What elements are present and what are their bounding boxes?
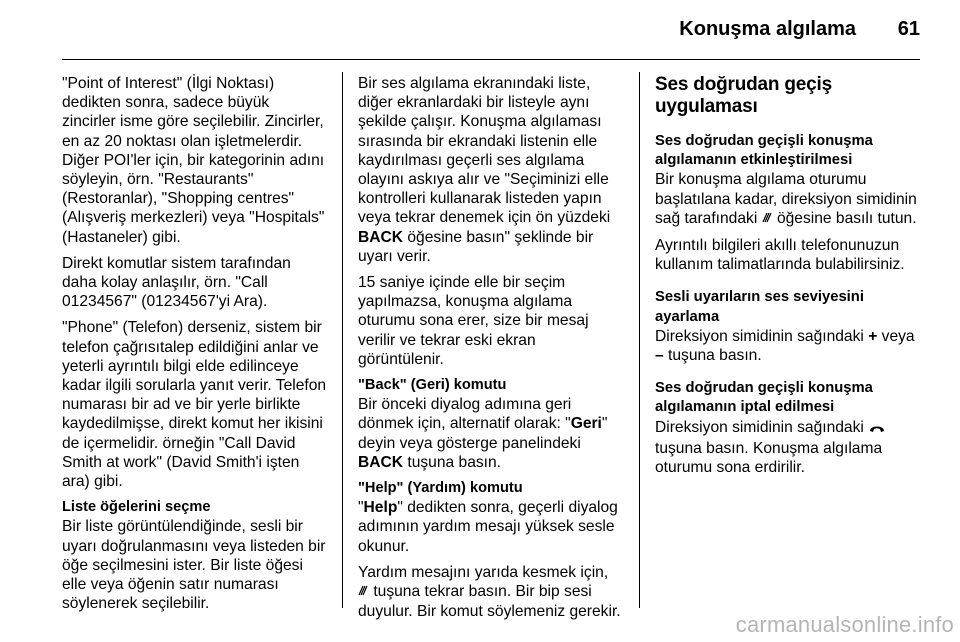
page-number: 61	[897, 18, 920, 40]
header-rule	[62, 59, 920, 60]
back-keyword: BACK	[358, 228, 404, 246]
back-keyword: BACK	[358, 453, 404, 471]
geri-keyword: Geri	[570, 415, 602, 433]
column-2	[358, 74, 623, 628]
voice-command-icon	[762, 212, 773, 227]
section-heading-back: "Back" (Geri) komutu	[358, 377, 507, 394]
page-title: Konuşma algılama	[679, 18, 856, 40]
minus-icon: –	[655, 347, 664, 365]
page-header	[62, 18, 920, 46]
watermark: carmanualsonline.info	[735, 612, 954, 637]
section-heading-volume: Sesli uyarıların ses seviyesini ayarlama	[655, 289, 864, 325]
paragraph: "Phone" (Telefon) derseniz, sistem bir telefon çağrısıtalep edildiğini anlar ve yeterli ayrıntılı bilgi elde edilinceye kadar ilgili sorularla yanıt verir. Telefon numarası bir ad ve bir yerle birlikte kaydedilmişse, direkt komut her ikisini de içermelidir. örneğin "Call David Smith at work" (David Smith'i işten ara) gibi.	[62, 319, 327, 491]
plus-icon: +	[868, 327, 878, 345]
hang-up-icon	[868, 420, 886, 439]
paragraph: Bir konuşma algılama oturumu başlatılana kadar, direksiyon simidinin sağ tarafındaki öğesine basılı tutun.	[655, 171, 917, 227]
paragraph: Direksiyon simidinin sağındaki + veya – tuşuna basın.	[655, 327, 915, 365]
paragraph: 15 saniye içinde elle bir seçim yapılmazsa, konuşma algılama oturumu sona erer, size bir mesaj verilir ve tekrar eski ekran görüntülenir.	[358, 274, 589, 368]
column-divider-2	[639, 72, 640, 608]
paragraph: Direkt komutlar sistem tarafından daha kolay anlaşılır, örn. "Call 01234567" (01234567'yi Ara).	[62, 254, 291, 311]
section-heading-cancel: Ses doğrudan geçişli konuşma algılamanın iptal edilmesi	[655, 380, 873, 416]
main-heading: Ses doğrudan geçiş uygulaması	[655, 74, 832, 117]
section-heading-help: "Help" (Yardım) komutu	[358, 480, 523, 497]
paragraph: Direksiyon simidinin sağındaki tuşuna basın. Konuşma algılama oturumu sona erdirilir.	[655, 418, 920, 478]
section-heading-list: Liste öğelerini seçme	[62, 499, 211, 516]
column-3	[655, 74, 920, 484]
section-heading-activate: Ses doğrudan geçişli konuşma algılamanın etkinleştirilmesi	[655, 133, 873, 169]
column-1	[62, 74, 327, 620]
paragraph: Yardım mesajını yarıda kesmek için, tuşuna tekrar basın. Bir bip sesi duyulur. Bir komut söylemeniz gerekir.	[358, 563, 621, 621]
paragraph: Bir önceki diyalog adımına geri dönmek için, alternatif olarak: "Geri" deyin veya gösterge panelindeki BACK tuşuna basın.	[358, 396, 608, 471]
column-divider-1	[342, 72, 343, 608]
paragraph: "Point of Interest" (İlgi Noktası) dedikten sonra, sadece büyük zincirler isme göre seçilebilir. Zincirler, en az 20 noktası olan işletmelerdir. Diğer POI'ler için, bir kategorinin adını söyleyin, örn. "Restaurants" (Restoranlar), "Shopping centres" (Alışveriş merkezleri) veya "Hospitals" (Hastaneler) gibi.	[62, 75, 325, 246]
help-keyword: Help	[363, 499, 398, 517]
voice-command-icon	[358, 585, 369, 600]
paragraph: "Help" dedikten sonra, geçerli diyalog adımının yardım mesajı yüksek sesle okunur.	[358, 499, 618, 555]
paragraph: Ayrıntılı bilgileri akıllı telefonunuzun kullanım talimatlarında bulabilirsiniz.	[655, 237, 905, 274]
paragraph: Bir ses algılama ekranındaki liste, diğer ekranlardaki bir listeyle aynı şekilde çalışır. Konuşma algılaması sırasında bir ekrandaki listenin elle kaydırılması geçerli ses algılama olayını askıya alır ve "Seçiminizi elle kontrolleri kullanarak listeden yapın veya tekrar denemek için ön yüzdeki BACK öğesine basın" şeklinde bir uyarı verir.	[358, 75, 611, 265]
paragraph: Bir liste görüntülendiğinde, sesli bir uyarı doğrulanmasını veya listeden bir öğe seçilmesini ister. Bir liste öğesi elle veya öğenin satır numarası söylenerek seçilebilir.	[62, 518, 326, 613]
